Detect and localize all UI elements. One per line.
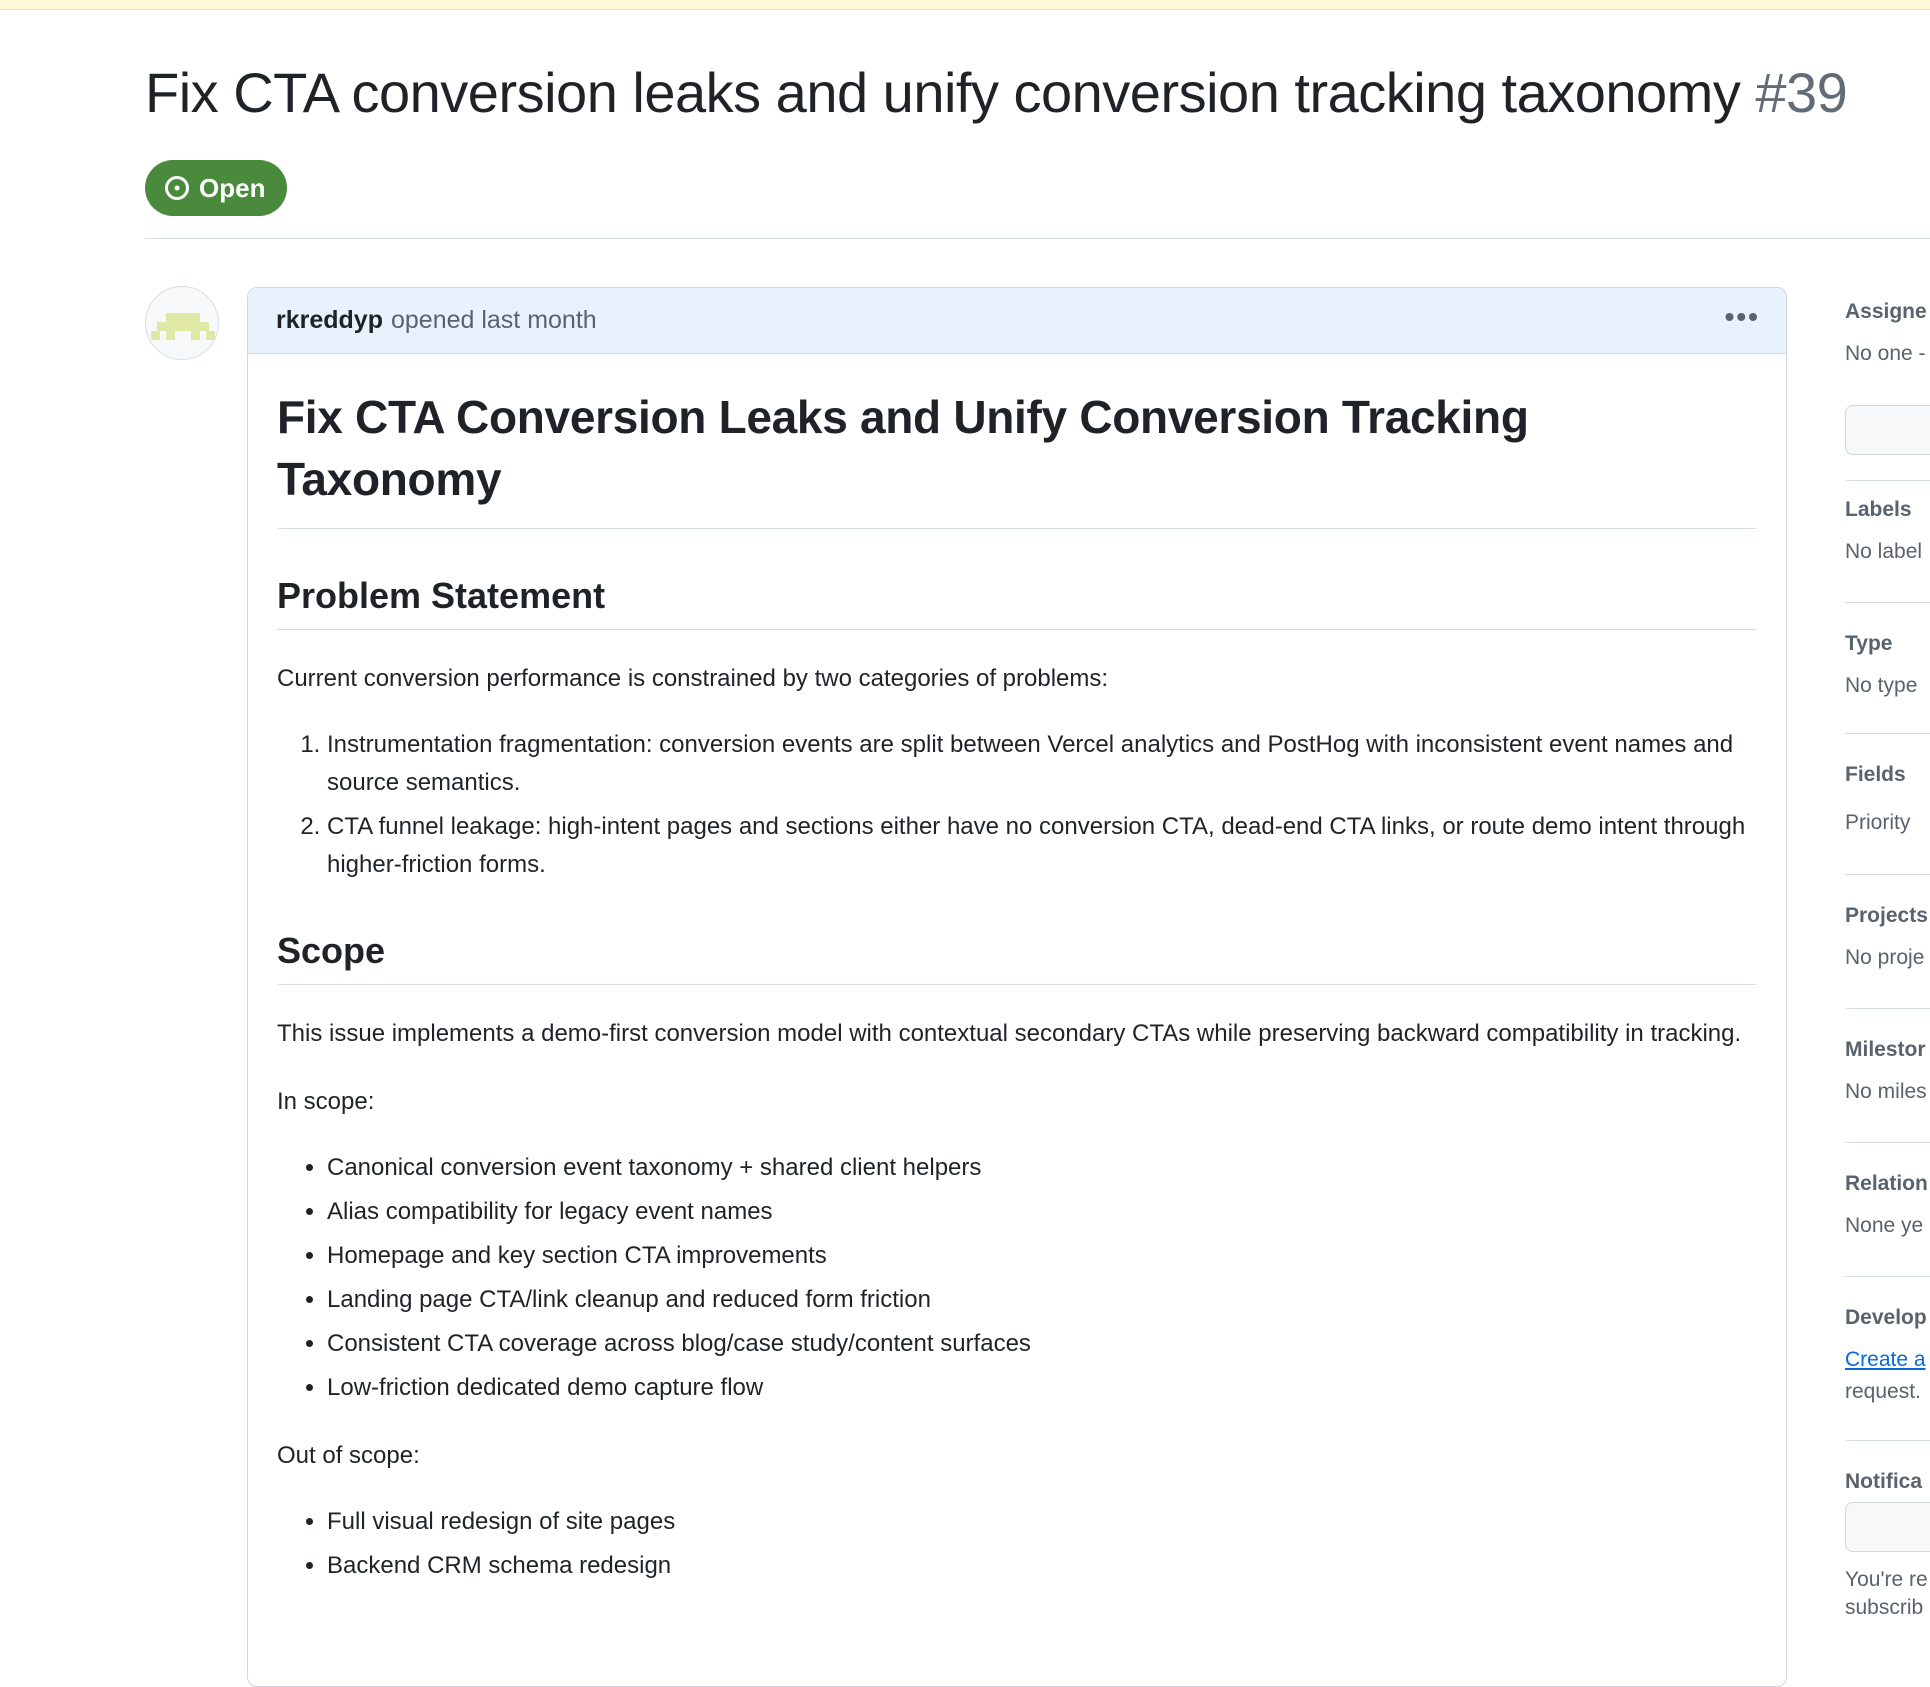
relationships-label[interactable]: Relation xyxy=(1845,1172,1928,1195)
issue-opened-icon xyxy=(165,176,189,200)
sidebar-divider xyxy=(1845,602,1930,603)
sidebar-divider xyxy=(1845,1440,1930,1441)
sidebar-relationships[interactable] xyxy=(1845,1172,1930,1238)
sidebar-assignees[interactable] xyxy=(1845,300,1930,366)
problem-heading: Problem Statement xyxy=(277,575,1756,630)
issue-number: #39 xyxy=(1755,61,1848,124)
list-item: • Full visual redesign of site pages xyxy=(327,1503,1756,1541)
page-title xyxy=(145,60,1847,125)
notifications-info xyxy=(1845,1568,1930,1620)
sidebar-development[interactable] xyxy=(1845,1306,1930,1404)
development-label[interactable]: Develop xyxy=(1845,1306,1927,1329)
sidebar-divider xyxy=(1845,480,1930,481)
sidebar-type[interactable] xyxy=(1845,632,1930,698)
in-scope-list xyxy=(277,1149,1756,1407)
out-scope-list xyxy=(277,1503,1756,1585)
list-item: 1. Instrumentation fragmentation: conversion events are split between Vercel analytics and PostHog with inconsistent event names and source semantics. xyxy=(327,726,1756,802)
in-scope-label: In scope: xyxy=(277,1088,375,1115)
avatar[interactable] xyxy=(145,286,219,360)
relationships-value: None ye xyxy=(1845,1214,1924,1237)
status-label: Open xyxy=(199,172,266,203)
list-item: • Alias compatibility for legacy event names xyxy=(327,1193,1756,1231)
sidebar-fields[interactable] xyxy=(1845,763,1930,835)
sidebar-divider xyxy=(1845,1276,1930,1277)
projects-value: No proje xyxy=(1845,946,1925,969)
notifications-label[interactable]: Notifica xyxy=(1845,1470,1923,1493)
list-item: • Backend CRM schema redesign xyxy=(327,1547,1756,1585)
sidebar-notifications[interactable] xyxy=(1845,1470,1930,1494)
development-text: request. xyxy=(1845,1380,1921,1403)
list-item: • Homepage and key section CTA improvements xyxy=(327,1237,1756,1275)
fields-label[interactable]: Fields xyxy=(1845,763,1906,786)
sidebar-projects[interactable] xyxy=(1845,904,1930,970)
comment-header xyxy=(248,288,1786,354)
status-badge xyxy=(145,160,287,216)
create-branch-link[interactable]: Create a xyxy=(1845,1348,1926,1371)
type-label[interactable]: Type xyxy=(1845,632,1893,655)
assignees-value: No one - xyxy=(1845,342,1926,365)
sidebar-divider xyxy=(1845,1142,1930,1143)
kebab-horizontal-icon[interactable]: ••• xyxy=(1724,301,1760,332)
list-item: • Canonical conversion event taxonomy + shared client helpers xyxy=(327,1149,1756,1187)
comment-body xyxy=(248,386,1786,1585)
problem-list xyxy=(277,726,1756,884)
issue-title: Fix CTA conversion leaks and unify conversion tracking taxonomy xyxy=(145,61,1741,124)
list-item: • Consistent CTA coverage across blog/case study/content surfaces xyxy=(327,1325,1756,1363)
assignees-label[interactable]: Assigne xyxy=(1845,300,1927,323)
header-divider xyxy=(145,238,1930,239)
list-item: 2. CTA funnel leakage: high-intent pages and sections either have no conversion CTA, dead-end CTA links, or route demo intent through higher-friction forms. xyxy=(327,808,1756,884)
list-item: • Low-friction dedicated demo capture flow xyxy=(327,1369,1756,1407)
comment-meta[interactable]: opened last month xyxy=(390,306,597,334)
sidebar-divider xyxy=(1845,1008,1930,1009)
labels-value: No label xyxy=(1845,540,1923,563)
notifications-text: subscrib xyxy=(1845,1596,1924,1619)
list-item: • Landing page CTA/link cleanup and reduced form friction xyxy=(327,1281,1756,1319)
projects-label[interactable]: Projects xyxy=(1845,904,1928,927)
subscribe-button[interactable] xyxy=(1845,1502,1930,1552)
sidebar-labels[interactable] xyxy=(1845,498,1930,564)
fields-value[interactable]: Priority xyxy=(1845,811,1911,834)
top-banner xyxy=(0,0,1930,10)
milestone-value: No miles xyxy=(1845,1080,1927,1103)
comment-author[interactable]: rkreddyp xyxy=(276,306,383,334)
notifications-text: You're re xyxy=(1845,1568,1928,1591)
sidebar-divider xyxy=(1845,874,1930,875)
labels-label[interactable]: Labels xyxy=(1845,498,1912,521)
sidebar-divider xyxy=(1845,733,1930,734)
issue-comment xyxy=(247,287,1787,1687)
problem-intro: Current conversion performance is constrained by two categories of problems: xyxy=(277,665,1109,692)
assignees-box[interactable] xyxy=(1845,405,1930,455)
milestone-label[interactable]: Milestor xyxy=(1845,1038,1926,1061)
sidebar-milestone[interactable] xyxy=(1845,1038,1930,1104)
scope-heading: Scope xyxy=(277,930,1756,985)
scope-intro: This issue implements a demo-first conversion model with contextual secondary CTAs while preserving backward compatibility in tracking. xyxy=(277,1020,1742,1047)
type-value: No type xyxy=(1845,674,1918,697)
body-heading: Fix CTA Conversion Leaks and Unify Conversion Tracking Taxonomy xyxy=(277,386,1756,529)
out-scope-label: Out of scope: xyxy=(277,1442,420,1469)
